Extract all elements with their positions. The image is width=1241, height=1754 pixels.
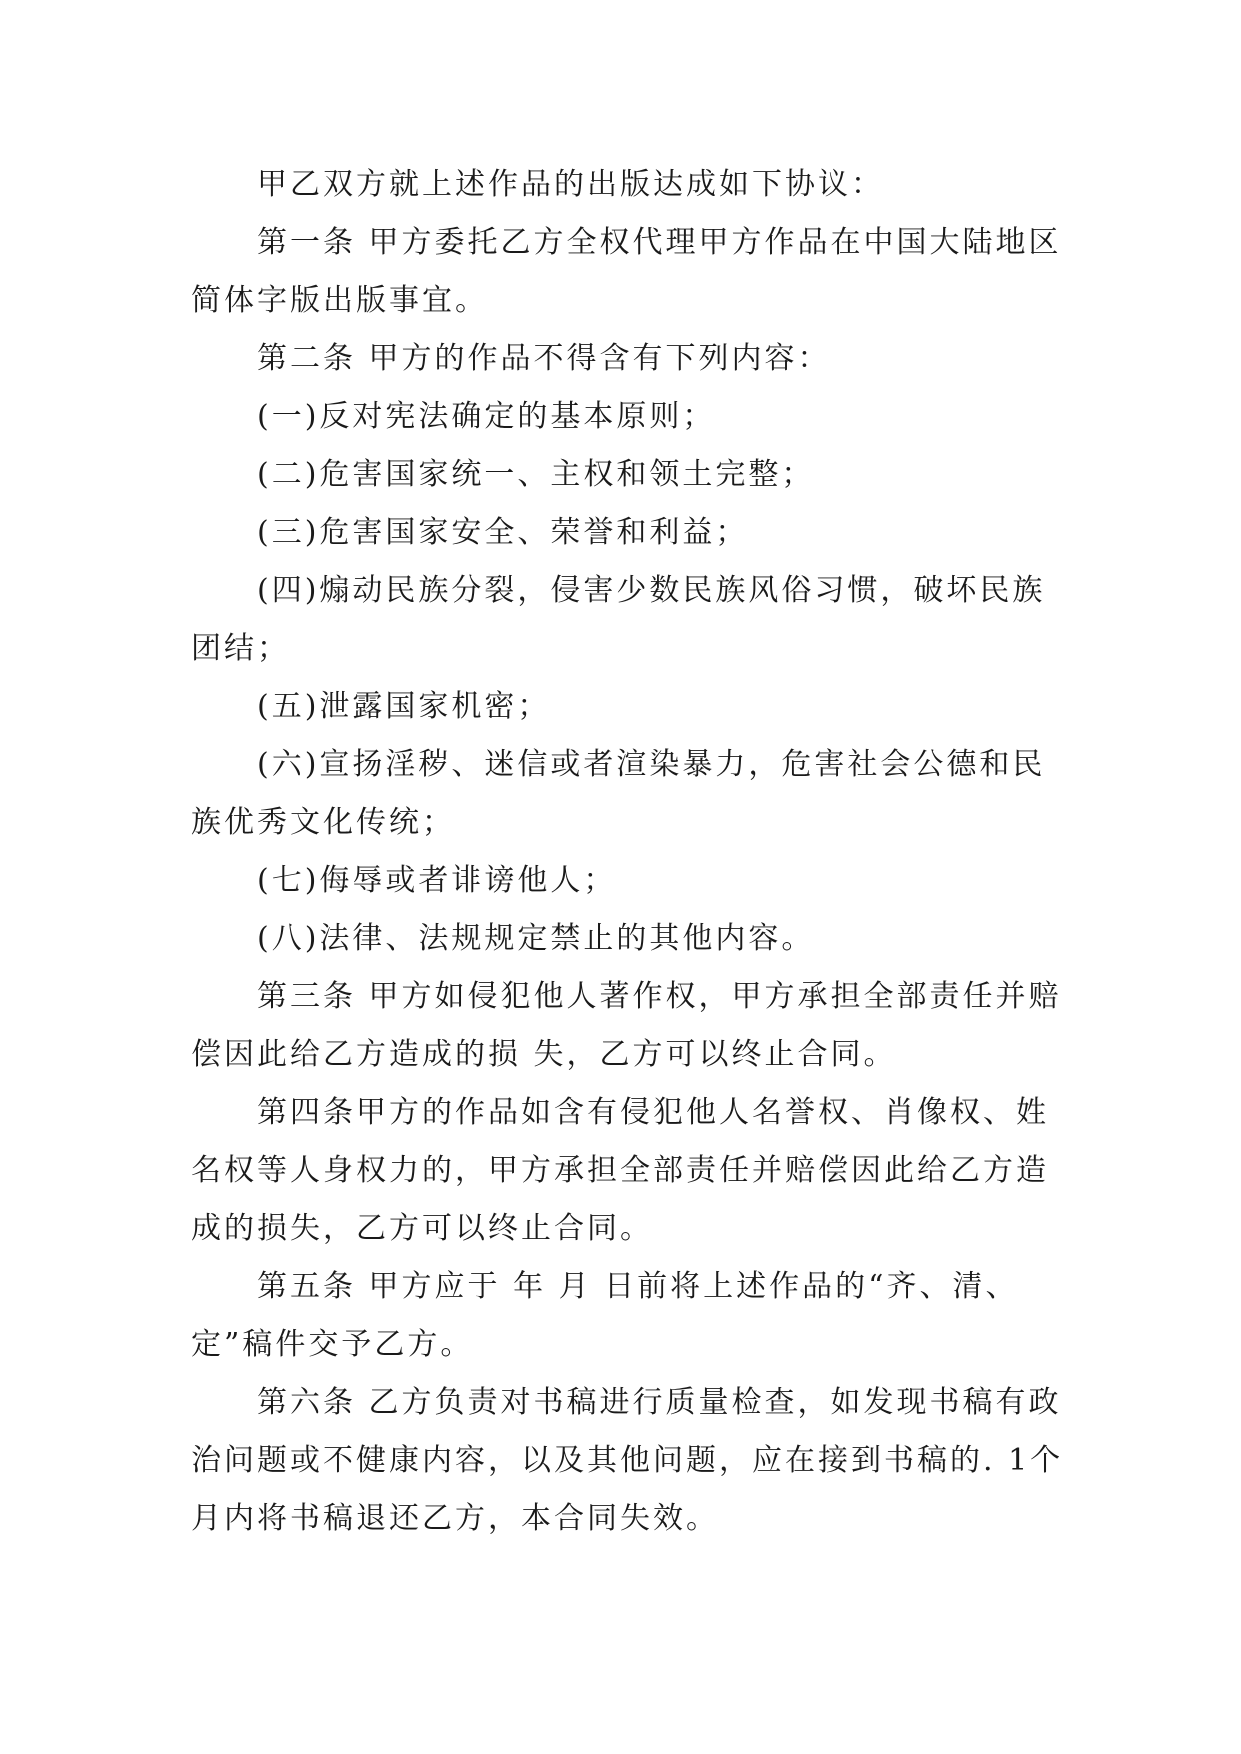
document-body xyxy=(191,156,1071,1548)
article-2-item-1: (一)反对宪法确定的基本原则； xyxy=(257,399,716,434)
article-5: 第五条 甲方应于 年 月 日前将上述作品的“齐、清、定”稿件交予乙方。 xyxy=(191,1269,1019,1362)
article-6: 第六条 乙方负责对书稿进行质量检查，如发现书稿有政治问题或不健康内容，以及其他问题，应在接到书稿的. 1个月内将书稿退还乙方，本合同失效。 xyxy=(191,1385,1064,1536)
intro-paragraph: 甲乙双方就上述作品的出版达成如下协议： xyxy=(257,167,884,202)
article-4: 第四条甲方的作品如含有侵犯他人名誉权、肖像权、姓名权等人身权力的，甲方承担全部责任并赔偿因此给乙方造成的损失，乙方可以终止合同。 xyxy=(191,1095,1049,1246)
article-2-item-8: (八)法律、法规规定禁止的其他内容。 xyxy=(257,921,815,956)
article-2-item-6: (六)宣扬淫秽、迷信或者渲染暴力，危害社会公德和民族优秀文化传统； xyxy=(191,747,1046,840)
article-1: 第一条 甲方委托乙方全权代理甲方作品在中国大陆地区简体字版出版事宜。 xyxy=(191,225,1062,318)
article-2-item-3: (三)危害国家安全、荣誉和利益； xyxy=(257,515,749,550)
article-3: 第三条 甲方如侵犯他人著作权，甲方承担全部责任并赔偿因此给乙方造成的损 失，乙方可以终止合同。 xyxy=(191,979,1062,1072)
article-2: 第二条 甲方的作品不得含有下列内容： xyxy=(257,341,831,376)
article-2-item-4: (四)煽动民族分裂，侵害少数民族风俗习惯，破坏民族团结； xyxy=(191,573,1046,666)
article-2-item-5: (五)泄露国家机密； xyxy=(257,689,551,724)
article-2-item-7: (七)侮辱或者诽谤他人； xyxy=(257,863,617,898)
article-2-item-2: (二)危害国家统一、主权和领土完整； xyxy=(257,457,815,492)
